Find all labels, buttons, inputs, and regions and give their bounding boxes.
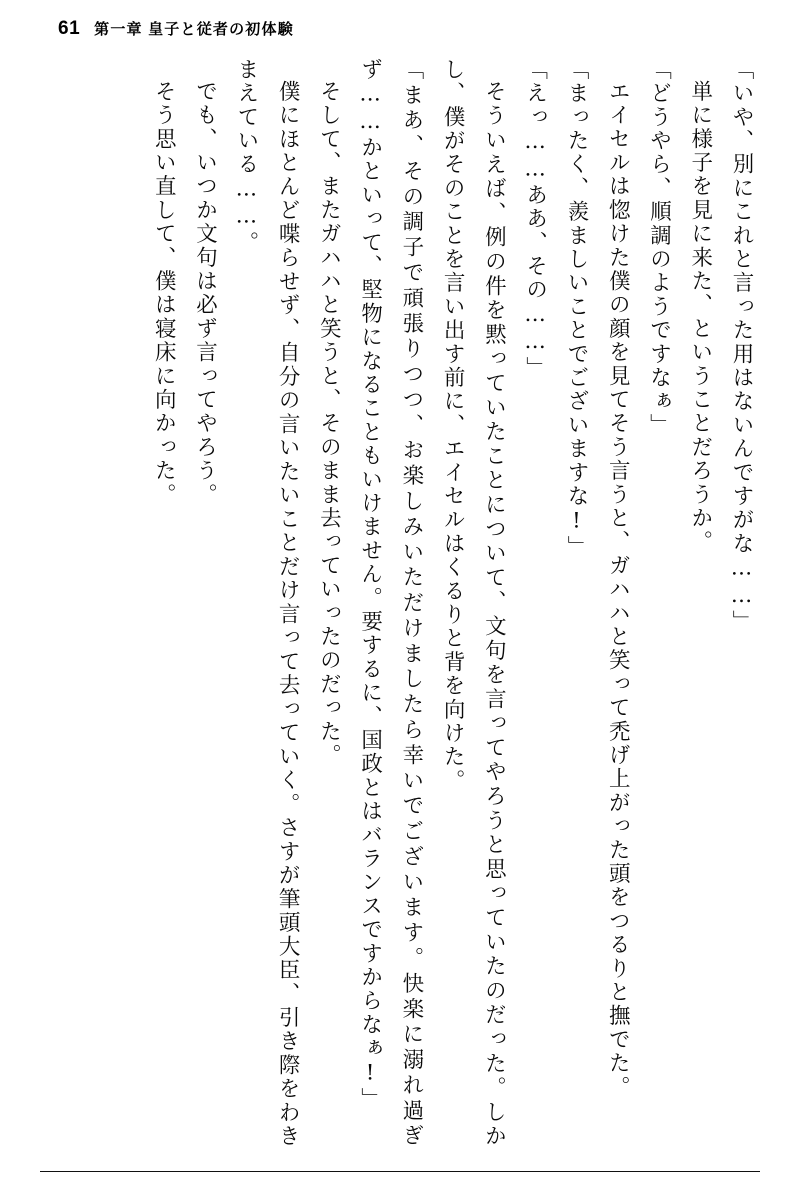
paragraph: 「どうやら、順調のようですなぁ」	[646, 58, 672, 438]
paragraph: 「えっ……ああ、その……」	[522, 58, 548, 381]
footer-rule	[40, 1171, 760, 1172]
paragraph: 「いや、別にこれと言った用はないんですがな……」	[729, 58, 754, 634]
paragraph: エイセルは惚けた僕の顔を見てそう言うと、ガハハと笑って禿げ上がった頭をつるりと撫でた。	[605, 79, 631, 1099]
paragraph: そういえば、例の件を黙っていたことについて、文句を言ってやろうと思っていたのだった。しかし、僕がそのことを言い出す前に、エイセルはくるりと背を向けた。	[440, 58, 507, 1148]
vertical-text-block	[143, 58, 762, 1148]
paragraph: 僕にほとんど喋らせず、自分の言いたいことだけ言って去っていく。さすが筆頭大臣、引き際をわきまえている……。	[233, 58, 301, 1148]
page-number: 61	[58, 18, 81, 39]
paragraph: 「まったく、羨ましいことでございますな!」	[563, 58, 589, 560]
running-head	[58, 18, 742, 52]
chapter-title: 第一章 皇子と従者の初体験	[94, 21, 294, 38]
paragraph: でも、いつか文句は必ず言ってやろう。	[192, 79, 218, 507]
paragraph: そして、またガハハと笑うと、そのまま去っていったのだった。	[316, 79, 342, 767]
page-body	[40, 58, 762, 1156]
paragraph: そう思い直して、僕は寝床に向かった。	[151, 79, 177, 507]
paragraph: 「まあ、その調子で頑張りつつ、お楽しみいただけましたら幸いでございます。快楽に溺れ過ぎず……かといって、堅物になることもいけません。要するに、国政とはバランスですからなぁ!」	[357, 58, 424, 1148]
paragraph: 単に様子を見に来た、ということだろうか。	[687, 79, 713, 554]
